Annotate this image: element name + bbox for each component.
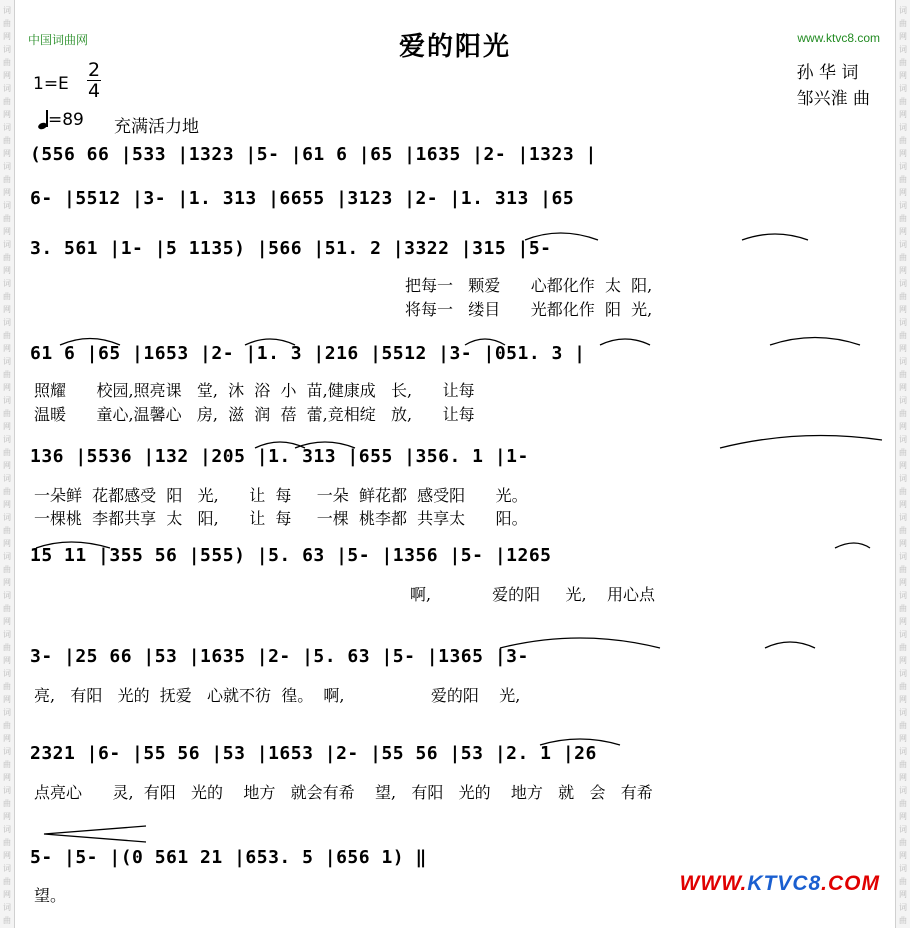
watermark-char: 曲	[3, 604, 11, 613]
watermark-char: 网	[899, 149, 907, 158]
watermark-char: 网	[899, 383, 907, 392]
watermark-char: 网	[3, 851, 11, 860]
slur-mark	[765, 642, 815, 648]
watermark-char: 曲	[3, 97, 11, 106]
watermark-char: 词	[899, 786, 907, 795]
watermark-char: 词	[3, 552, 11, 561]
watermark-char: 曲	[3, 682, 11, 691]
watermark-char: 网	[3, 188, 11, 197]
watermark-char: 曲	[3, 565, 11, 574]
watermark-char: 网	[3, 812, 11, 821]
watermark-char: 网	[3, 32, 11, 41]
watermark-char: 曲	[899, 565, 907, 574]
notation-row-4: 61 6 |65 |1653 |2- |1. 3 |216 |5512 |3- |051. 3 |	[30, 343, 586, 364]
watermark-char: 词	[899, 513, 907, 522]
watermark-char: 曲	[3, 409, 11, 418]
time-signature	[87, 60, 101, 101]
key-signature: 1=E	[33, 74, 69, 94]
lyric-row-4-verse-1: 照耀 校园,照亮课 堂, 沐 浴 小 苗,健康成 长, 让每	[34, 381, 475, 400]
watermark-char: 词	[3, 708, 11, 717]
watermark-char: 词	[899, 552, 907, 561]
watermark-char: 曲	[899, 370, 907, 379]
watermark-char: 曲	[3, 136, 11, 145]
watermark-char: 曲	[3, 370, 11, 379]
watermark-char: 曲	[899, 292, 907, 301]
watermark-char: 曲	[899, 526, 907, 535]
notation-row-6: 15 11 |355 56 |555) |5. 63 |5- |1356 |5- |1265	[30, 545, 552, 566]
watermark-char: 曲	[3, 214, 11, 223]
watermark-char: 网	[899, 695, 907, 704]
watermark-char: 词	[3, 630, 11, 639]
watermark-char: 网	[899, 890, 907, 899]
watermark-char: 词	[899, 903, 907, 912]
watermark-char: 网	[899, 773, 907, 782]
watermark-char: 网	[899, 734, 907, 743]
watermark-char: 曲	[3, 58, 11, 67]
lyric-row-3-verse-1: 把每一 颗爱 心都化作 太 阳,	[405, 276, 653, 295]
slur-mark	[835, 543, 870, 548]
credits	[797, 60, 870, 112]
watermark-char: 词	[899, 6, 907, 15]
watermark-char: 网	[899, 656, 907, 665]
lyric-row-9: 望。	[34, 886, 67, 905]
watermark-char: 网	[3, 344, 11, 353]
watermark-char: 网	[3, 734, 11, 743]
watermark-char: 网	[899, 305, 907, 314]
watermark-char: 网	[3, 695, 11, 704]
watermark-char: 词	[3, 903, 11, 912]
watermark-char: 词	[899, 591, 907, 600]
site-url-label: www.ktvc8.com	[797, 31, 880, 45]
watermark-char: 曲	[3, 292, 11, 301]
watermark-char: 曲	[899, 97, 907, 106]
watermark-char: 曲	[899, 838, 907, 847]
watermark-char: 词	[3, 357, 11, 366]
watermark-char: 网	[3, 266, 11, 275]
watermark-char: 曲	[899, 760, 907, 769]
watermark-char: 网	[3, 71, 11, 80]
watermark-char: 词	[899, 162, 907, 171]
watermark-char: 曲	[899, 682, 907, 691]
watermark-char: 网	[899, 812, 907, 821]
watermark-char: 词	[899, 240, 907, 249]
watermark-char: 网	[3, 305, 11, 314]
watermark-char: 词	[3, 825, 11, 834]
notation-row-7: 3- |25 66 |53 |1635 |2- |5. 63 |5- |1365 |3-	[30, 646, 529, 667]
lyric-row-6: 啊, 爱的阳 光, 用心点	[410, 585, 655, 604]
watermark-char: 网	[3, 890, 11, 899]
footer-logo	[680, 872, 880, 896]
watermark-char: 曲	[3, 916, 11, 925]
watermark-char: 词	[3, 279, 11, 288]
watermark-char: 词	[3, 591, 11, 600]
watermark-char: 曲	[3, 487, 11, 496]
watermark-char: 网	[899, 188, 907, 197]
watermark-char: 词	[899, 201, 907, 210]
watermark-char: 词	[3, 201, 11, 210]
watermark-char: 曲	[899, 19, 907, 28]
watermark-char: 网	[3, 539, 11, 548]
watermark-char: 网	[899, 578, 907, 587]
lyric-row-5-verse-2: 一棵桃 李都共享 太 阳, 让 每 一棵 桃李都 共享太 阳。	[34, 509, 528, 528]
watermark-char: 网	[3, 461, 11, 470]
composer-credit: 邹兴淮 曲	[796, 89, 870, 109]
watermark-char: 曲	[3, 175, 11, 184]
time-signature-bottom: 4	[87, 80, 101, 102]
watermark-char: 曲	[899, 136, 907, 145]
time-signature-top: 2	[87, 59, 101, 81]
watermark-char: 词	[3, 318, 11, 327]
watermark-char: 网	[3, 110, 11, 119]
watermark-char: 网	[3, 617, 11, 626]
watermark-char: 曲	[3, 448, 11, 457]
watermark-char: 网	[899, 71, 907, 80]
watermark-char: 曲	[899, 253, 907, 262]
notation-row-5: 136 |5536 |132 |205 |1. 313 |655 |356. 1 |1-	[30, 446, 529, 467]
watermark-char: 网	[3, 383, 11, 392]
watermark-char: 词	[3, 747, 11, 756]
watermark-char: 曲	[899, 487, 907, 496]
watermark-char: 网	[3, 578, 11, 587]
watermark-char: 词	[899, 318, 907, 327]
watermark-char: 曲	[3, 838, 11, 847]
footer-logo-part-1: WWW.	[679, 872, 748, 895]
watermark-char: 曲	[3, 19, 11, 28]
notation-row-3: 3. 561 |1- |5 1135) |566 |51. 2 |3322 |315 |5-	[30, 238, 552, 259]
watermark-char: 词	[899, 864, 907, 873]
watermark-char: 词	[899, 630, 907, 639]
lyric-row-5-verse-1: 一朵鲜 花都感受 阳 光, 让 每 一朵 鲜花都 感受阳 光。	[34, 486, 528, 505]
watermark-char: 词	[3, 669, 11, 678]
watermark-char: 曲	[899, 604, 907, 613]
watermark-char: 曲	[3, 721, 11, 730]
watermark-char: 曲	[3, 799, 11, 808]
watermark-char: 曲	[899, 643, 907, 652]
watermark-char: 曲	[899, 331, 907, 340]
watermark-char: 曲	[3, 526, 11, 535]
lyric-row-7: 亮, 有阳 光的 抚爱 心就不彷 徨。 啊, 爱的阳 光,	[34, 686, 521, 705]
watermark-char: 网	[899, 461, 907, 470]
watermark-char: 曲	[899, 799, 907, 808]
lyric-row-3-verse-2: 将每一 缕目 光都化作 阳 光,	[405, 300, 653, 319]
watermark-char: 网	[899, 344, 907, 353]
watermark-char: 网	[899, 266, 907, 275]
notation-row-8: 2321 |6- |55 56 |53 |1653 |2- |55 56 |53 |2. 1 |26	[30, 743, 597, 764]
watermark-char: 曲	[899, 916, 907, 925]
footer-logo-part-3: .COM	[821, 872, 880, 895]
quarter-note-icon	[38, 110, 48, 130]
watermark-char: 网	[899, 227, 907, 236]
watermark-char: 词	[899, 396, 907, 405]
slur-mark	[770, 338, 860, 346]
notation-row-2: 6- |5512 |3- |1. 313 |6655 |3123 |2- |1. 313 |65	[30, 188, 575, 209]
watermark-char: 词	[899, 825, 907, 834]
watermark-char: 网	[3, 773, 11, 782]
watermark-char: 词	[899, 45, 907, 54]
lyricist-credit: 孙 华 词	[796, 63, 859, 83]
lyric-row-4-verse-2: 温暖 童心,温馨心 房, 滋 润 蓓 蕾,竞相绽 放, 让每	[34, 405, 475, 424]
watermark-char: 曲	[3, 760, 11, 769]
watermark-char: 曲	[3, 877, 11, 886]
site-name-label: 中国词曲网	[28, 33, 89, 47]
watermark-char: 网	[3, 227, 11, 236]
watermark-char: 网	[899, 617, 907, 626]
watermark-char: 词	[3, 123, 11, 132]
crescendo-mark	[44, 826, 146, 842]
watermark-char: 网	[899, 32, 907, 41]
watermark-char: 词	[899, 474, 907, 483]
watermark-char: 网	[899, 851, 907, 860]
notation-row-9: 5- |5- |(0 561 21 |653. 5 |656 1) ‖	[30, 847, 427, 868]
notation-row-1: (556 66 |533 |1323 |5- |61 6 |65 |1635 |2- |1323 |	[30, 144, 597, 165]
lyric-row-8: 点亮心 灵, 有阳 光的 地方 就会有希 望, 有阳 光的 地方 就 会 有希	[34, 783, 653, 802]
footer-logo-part-2: KTVC8	[747, 872, 822, 895]
watermark-char: 词	[3, 162, 11, 171]
watermark-char: 词	[3, 84, 11, 93]
watermark-char: 曲	[899, 721, 907, 730]
expression-marking: 充满活力地	[114, 117, 199, 137]
watermark-char: 网	[899, 110, 907, 119]
watermark-char: 词	[3, 474, 11, 483]
watermark-char: 词	[899, 435, 907, 444]
left-watermark-strip	[0, 0, 15, 928]
watermark-char: 曲	[899, 877, 907, 886]
watermark-char: 词	[899, 84, 907, 93]
slur-mark	[720, 436, 882, 449]
watermark-char: 网	[899, 500, 907, 509]
watermark-char: 曲	[899, 448, 907, 457]
watermark-char: 网	[3, 422, 11, 431]
tempo-marking	[38, 110, 84, 130]
watermark-char: 网	[3, 500, 11, 509]
watermark-char: 词	[3, 513, 11, 522]
watermark-char: 词	[3, 396, 11, 405]
watermark-char: 网	[899, 539, 907, 548]
watermark-char: 词	[899, 123, 907, 132]
watermark-char: 词	[3, 435, 11, 444]
watermark-char: 曲	[899, 214, 907, 223]
watermark-char: 词	[899, 357, 907, 366]
watermark-char: 词	[899, 708, 907, 717]
watermark-char: 词	[3, 786, 11, 795]
watermark-char: 曲	[899, 175, 907, 184]
watermark-char: 曲	[3, 253, 11, 262]
slur-mark	[600, 339, 650, 345]
watermark-char: 词	[3, 6, 11, 15]
watermark-char: 曲	[899, 58, 907, 67]
watermark-char: 词	[899, 747, 907, 756]
watermark-char: 网	[3, 656, 11, 665]
slur-mark	[742, 234, 808, 240]
watermark-char: 曲	[899, 409, 907, 418]
watermark-char: 词	[3, 240, 11, 249]
watermark-char: 曲	[3, 331, 11, 340]
watermark-char: 曲	[3, 643, 11, 652]
watermark-char: 词	[899, 279, 907, 288]
song-title: 爱的阳光	[398, 32, 511, 62]
right-watermark-strip	[895, 0, 910, 928]
watermark-char: 网	[899, 422, 907, 431]
watermark-char: 网	[3, 149, 11, 158]
watermark-char: 词	[3, 864, 11, 873]
watermark-char: 词	[3, 45, 11, 54]
tempo-value: =89	[48, 110, 84, 130]
watermark-char: 词	[899, 669, 907, 678]
